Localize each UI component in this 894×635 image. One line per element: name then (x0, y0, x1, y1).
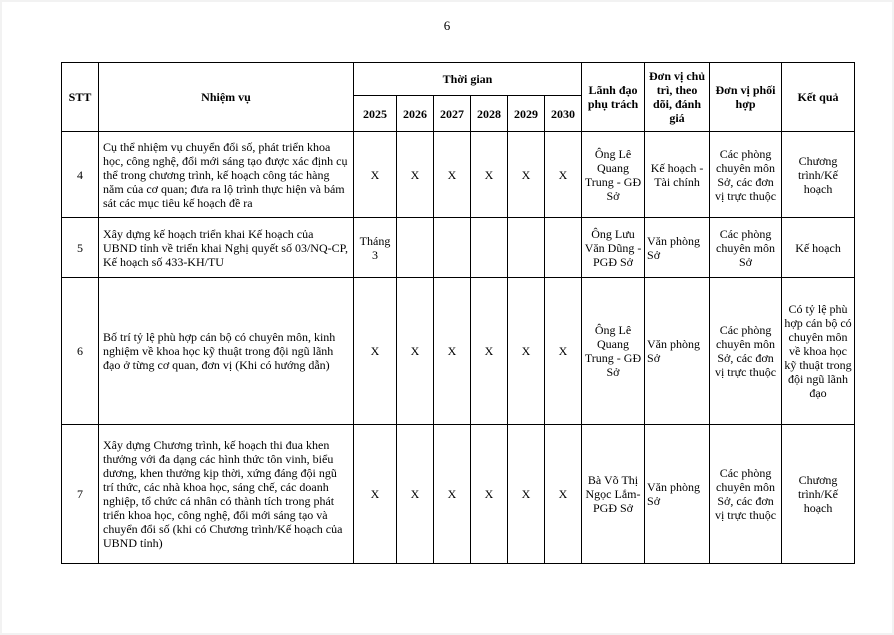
page-number: 6 (443, 18, 451, 33)
row-stt: 4 (62, 132, 99, 218)
table-row (62, 425, 855, 564)
row-result: Có tỷ lệ phù hợp cán bộ có chuyên môn về khoa học kỹ thuật trong đội ngũ lãnh đạo (782, 278, 855, 425)
row-lead-unit: Văn phòng Sở (645, 218, 710, 278)
row-year-cell (471, 218, 508, 278)
header-year: 2028 (471, 96, 508, 132)
row-stt: 7 (62, 425, 99, 564)
row-year-cell: X (471, 425, 508, 564)
header-stt: STT (62, 63, 99, 132)
row-result: Chương trình/Kế hoạch (782, 132, 855, 218)
row-year-cell (434, 218, 471, 278)
row-leader: Bà Võ Thị Ngọc Lắm- PGĐ Sở (582, 425, 645, 564)
row-partner: Các phòng chuyên môn Sở, các đơn vị trực thuộc (710, 278, 782, 425)
row-task: Bố trí tỷ lệ phù hợp cán bộ có chuyên môn, kinh nghiệm về khoa học kỹ thuật trong đội ngũ lãnh đạo ở từng cơ quan, đơn vị (Khi có hướng dẫn) (99, 278, 354, 425)
row-leader: Ông Lê Quang Trung - GĐ Sở (582, 132, 645, 218)
row-year-cell: X (397, 132, 434, 218)
header-time: Thời gian (354, 63, 582, 96)
row-year-cell (545, 218, 582, 278)
row-year-cell: X (397, 278, 434, 425)
row-year-cell: X (508, 132, 545, 218)
row-year-cell (508, 218, 545, 278)
header-year: 2029 (508, 96, 545, 132)
header-result: Kết quả (782, 63, 855, 132)
row-task: Xây dựng Chương trình, kế hoạch thi đua khen thưởng với đa dạng các hình thức tôn vinh, biểu dương, khen thưởng kịp thời, xứng đáng đội ngũ trí thức, các nhà khoa học, sáng chế, các doanh nghiệp, tổ chức cá nhân có thành tích trong phát triển khoa học, công nghệ, đổi mới sáng tạo và chuyển đổi số (khi có Chương trình/Kế hoạch của UBND tỉnh) (99, 425, 354, 564)
header-year: 2027 (434, 96, 471, 132)
row-partner: Các phòng chuyên môn Sở, các đơn vị trực thuộc (710, 132, 782, 218)
row-lead-unit: Văn phòng Sở (645, 278, 710, 425)
header-year: 2026 (397, 96, 434, 132)
row-year-cell: X (354, 278, 397, 425)
row-stt: 6 (62, 278, 99, 425)
header-year: 2030 (545, 96, 582, 132)
header-leader: Lãnh đạo phụ trách (582, 63, 645, 132)
row-year-cell: X (471, 132, 508, 218)
table-row (62, 278, 855, 425)
header-task: Nhiệm vụ (99, 63, 354, 132)
row-year-cell: X (354, 425, 397, 564)
row-year-cell: Tháng 3 (354, 218, 397, 278)
document-page (2, 2, 892, 633)
row-partner: Các phòng chuyên môn Sở (710, 218, 782, 278)
row-task: Cụ thể nhiệm vụ chuyển đổi số, phát triển khoa học, công nghệ, đổi mới sáng tạo được xác định cụ thể trong chương trình, kế hoạch công tác hàng năm của cơ quan; đưa ra lộ trình thực hiện và bám sát các mục tiêu kế hoạch đề ra (99, 132, 354, 218)
header-lead-unit: Đơn vị chủ trì, theo dõi, đánh giá (645, 63, 710, 132)
row-lead-unit: Kế hoạch - Tài chính (645, 132, 710, 218)
row-leader: Ông Lê Quang Trung - GĐ Sở (582, 278, 645, 425)
row-year-cell: X (434, 132, 471, 218)
row-result: Kế hoạch (782, 218, 855, 278)
row-year-cell: X (354, 132, 397, 218)
row-leader: Ông Lưu Văn Dũng - PGĐ Sở (582, 218, 645, 278)
row-year-cell (397, 218, 434, 278)
row-year-cell: X (508, 425, 545, 564)
header-partner: Đơn vị phối hợp (710, 63, 782, 132)
row-year-cell: X (545, 278, 582, 425)
row-year-cell: X (471, 278, 508, 425)
row-lead-unit: Văn phòng Sở (645, 425, 710, 564)
row-year-cell: X (397, 425, 434, 564)
row-year-cell: X (545, 132, 582, 218)
row-year-cell: X (434, 425, 471, 564)
row-year-cell: X (508, 278, 545, 425)
table-row (62, 218, 855, 278)
row-year-cell: X (545, 425, 582, 564)
table-row (62, 132, 855, 218)
row-result: Chương trình/Kế hoạch (782, 425, 855, 564)
row-year-cell: X (434, 278, 471, 425)
header-year: 2025 (354, 96, 397, 132)
row-partner: Các phòng chuyên môn Sở, các đơn vị trực thuộc (710, 425, 782, 564)
row-task: Xây dựng kế hoạch triển khai Kế hoạch của UBND tỉnh về triển khai Nghị quyết số 03/NQ-CP, Kế hoạch số 433-KH/TU (99, 218, 354, 278)
task-table (61, 62, 855, 564)
row-stt: 5 (62, 218, 99, 278)
